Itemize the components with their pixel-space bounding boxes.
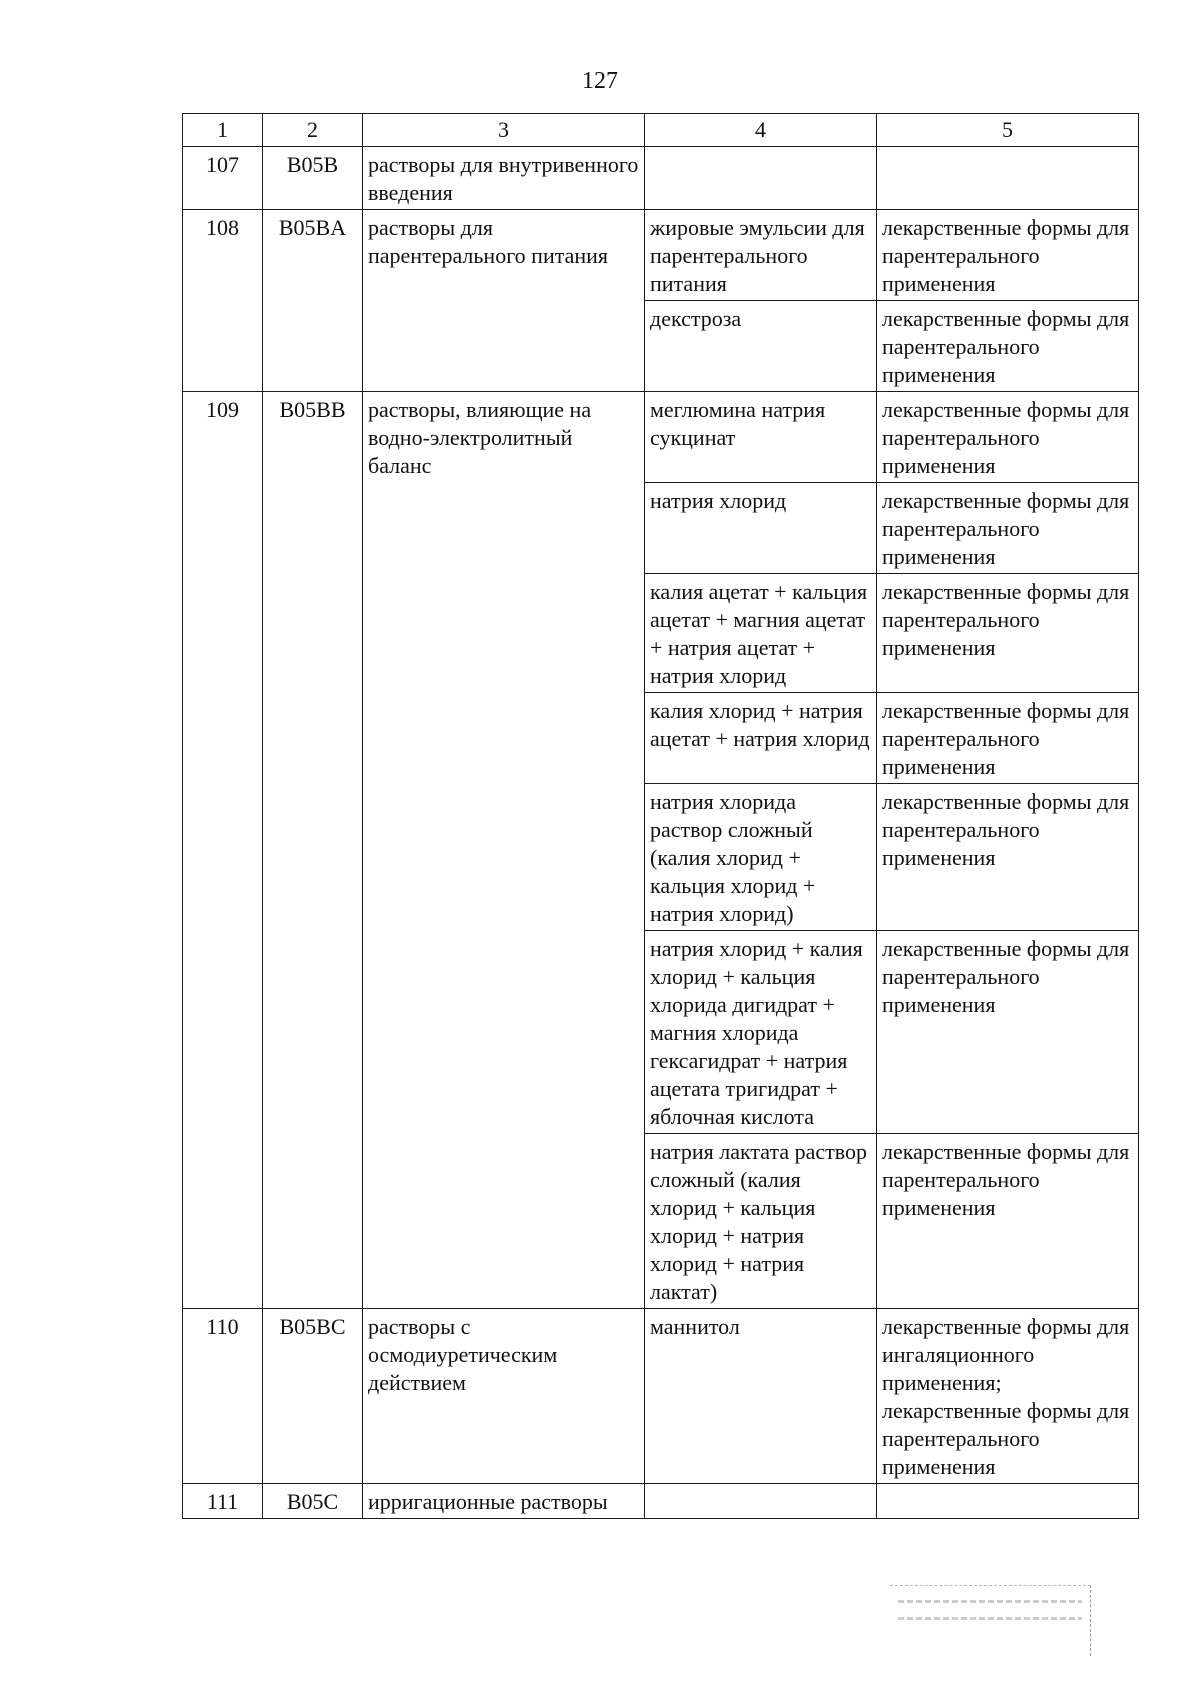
table-row <box>183 147 1139 210</box>
atc-group: растворы, влияющие на водно-электролитный баланс <box>363 392 645 1309</box>
drug-name: калия хлорид + натрия ацетат + натрия хлорид <box>645 693 877 784</box>
column-header: 2 <box>263 114 363 147</box>
drug-name: натрия хлорида раствор сложный (калия хлорид + кальция хлорид + натрия хлорид) <box>645 784 877 931</box>
table-row <box>183 392 1139 483</box>
medications-table <box>182 113 1139 1519</box>
drug-name: меглюмина натрия сукцинат <box>645 392 877 483</box>
drug-name: маннитол <box>645 1309 877 1484</box>
row-number: 111 <box>183 1484 263 1519</box>
drug-name: натрия хлорид + калия хлорид + кальция хлорида дигидрат + магния хлорида гексагидрат + натрия ацетата тригидрат + яблочная кислота <box>645 931 877 1134</box>
atc-code: B05BA <box>263 210 363 392</box>
table-row <box>183 1484 1139 1519</box>
dosage-form: лекарственные формы для парентерального применения <box>877 1134 1139 1309</box>
dosage-form: лекарственные формы для парентерального применения <box>877 931 1139 1134</box>
dosage-form: лекарственные формы для парентерального применения <box>877 784 1139 931</box>
drug-name: натрия хлорид <box>645 483 877 574</box>
column-header: 4 <box>645 114 877 147</box>
atc-code: B05BC <box>263 1309 363 1484</box>
drug-name: калия ацетат + кальция ацетат + магния ацетат + натрия ацетат + натрия хлорид <box>645 574 877 693</box>
dosage-form: лекарственные формы для ингаляционного применения; лекарственные формы для парентерального применения <box>877 1309 1139 1484</box>
row-number: 109 <box>183 392 263 1309</box>
dosage-form: лекарственные формы для парентерального применения <box>877 301 1139 392</box>
row-number: 108 <box>183 210 263 392</box>
atc-code: B05BB <box>263 392 363 1309</box>
column-header: 1 <box>183 114 263 147</box>
table-row <box>183 210 1139 301</box>
atc-group: ирригационные растворы <box>363 1484 645 1519</box>
dosage-form: лекарственные формы для парентерального применения <box>877 574 1139 693</box>
row-number: 110 <box>183 1309 263 1484</box>
drug-name: жировые эмульсии для парентерального питания <box>645 210 877 301</box>
dosage-form <box>877 1484 1139 1519</box>
dosage-form: лекарственные формы для парентерального применения <box>877 392 1139 483</box>
drug-name: декстроза <box>645 301 877 392</box>
table-row <box>183 1309 1139 1484</box>
column-header: 3 <box>363 114 645 147</box>
atc-group: растворы для парентерального питания <box>363 210 645 392</box>
dosage-form: лекарственные формы для парентерального применения <box>877 693 1139 784</box>
atc-group: растворы с осмодиуретическим действием <box>363 1309 645 1484</box>
dosage-form <box>877 147 1139 210</box>
dosage-form: лекарственные формы для парентерального применения <box>877 483 1139 574</box>
table-header-row <box>183 114 1139 147</box>
drug-name <box>645 147 877 210</box>
atc-code: B05B <box>263 147 363 210</box>
drug-name: натрия лактата раствор сложный (калия хлорид + кальция хлорид + натрия хлорид + натрия лактат) <box>645 1134 877 1309</box>
atc-code: B05C <box>263 1484 363 1519</box>
page-number: 127 <box>582 68 618 94</box>
faint-stamp <box>890 1585 1091 1656</box>
row-number: 107 <box>183 147 263 210</box>
column-header: 5 <box>877 114 1139 147</box>
dosage-form: лекарственные формы для парентерального применения <box>877 210 1139 301</box>
atc-group: растворы для внутривенного введения <box>363 147 645 210</box>
drug-name <box>645 1484 877 1519</box>
